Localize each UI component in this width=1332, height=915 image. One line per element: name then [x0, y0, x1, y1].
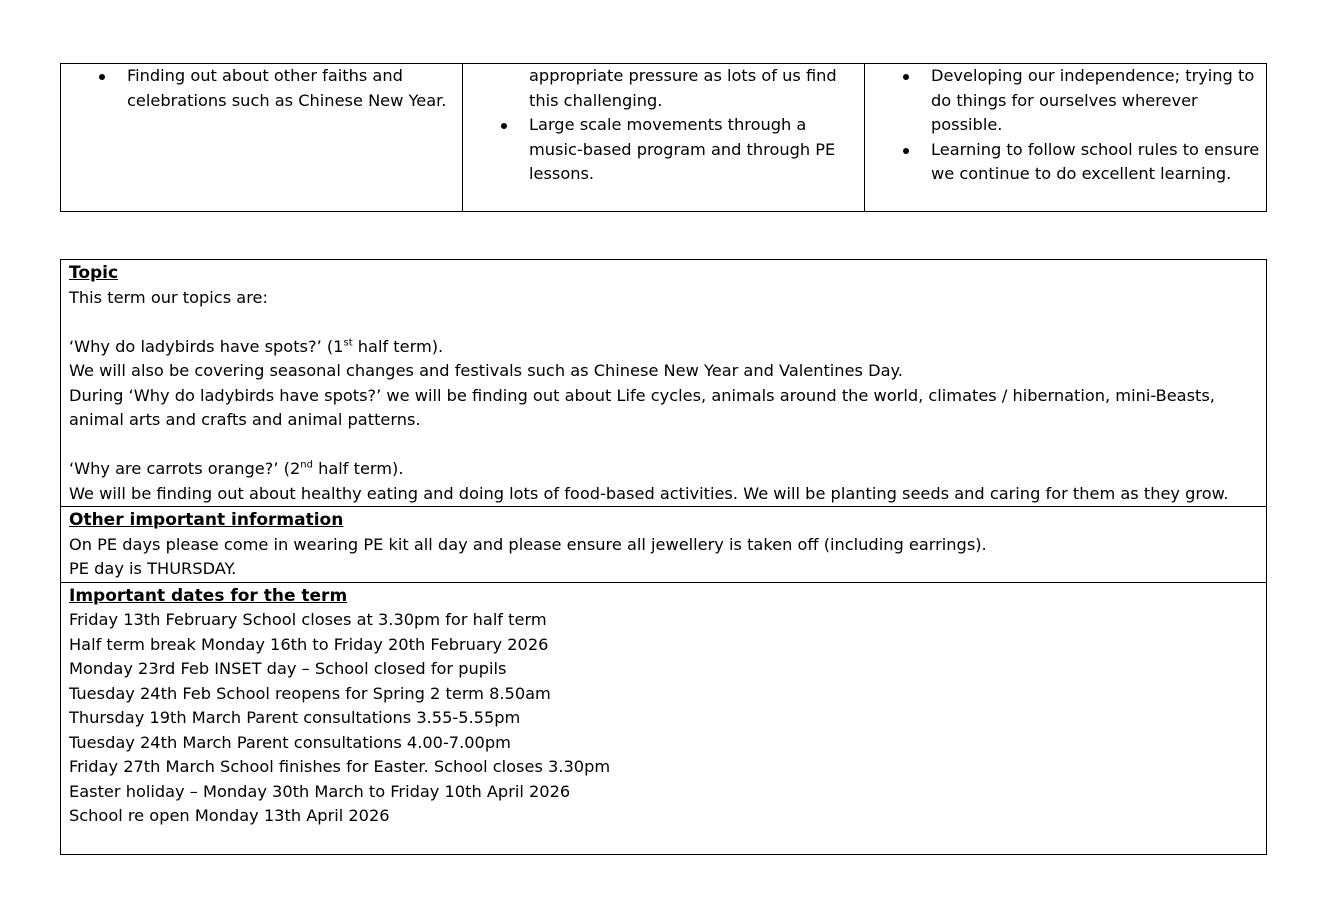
topic-cell: [61, 260, 1267, 507]
bullet-icon: [903, 148, 909, 154]
topic-1-text: We will also be covering seasonal changes and festivals such as Chinese New Year and Valentines Day.: [69, 361, 903, 380]
topic-1-sup: st: [343, 337, 353, 349]
list-item-text: Large scale movements through a music-based program and through PE lessons.: [529, 115, 836, 183]
topic-2-text: We will be finding out about healthy eating and doing lots of food-based activities. We will be planting seeds and caring for them as they grow.: [69, 483, 1229, 503]
topic-1-title-end: half term).: [352, 336, 444, 356]
date-item: Tuesday 24th Feb School reopens for Spring 2 term 8.50am: [69, 683, 551, 703]
spacer: [69, 433, 1258, 458]
topic-intro: This term our topics are:: [69, 287, 268, 307]
list-item-text: Finding out about other faiths and celebrations such as Chinese New Year.: [127, 66, 447, 110]
bullet-list: [463, 113, 864, 187]
learning-cell-2: [463, 64, 865, 212]
date-item: Easter holiday – Monday 30th March to Friday 10th April 2026: [69, 781, 571, 801]
topic-1-title: [69, 335, 1258, 360]
topic-2-title: [69, 457, 1258, 482]
other-info-text: On PE days please come in wearing PE kit all day and please ensure all jewellery is taken off (including earrings).: [69, 534, 987, 554]
learning-cell-1: [61, 64, 463, 212]
date-item: Friday 27th March School finishes for Easter. School closes 3.30pm: [69, 757, 611, 776]
other-info-text: PE day is THURSDAY.: [69, 559, 237, 578]
topic-2-title-text: ‘Why are carrots orange?’ (2: [69, 459, 301, 478]
bullet-icon: [99, 74, 105, 80]
list-item: [61, 64, 462, 113]
date-item: Monday 23rd Feb INSET day – School closed for pupils: [69, 659, 507, 678]
info-table: [60, 259, 1267, 855]
dates-heading: Important dates for the term: [69, 585, 348, 606]
topic-1-text: animal arts and crafts and animal patterns.: [69, 410, 421, 429]
bullet-icon: [903, 74, 909, 80]
learning-cell-3: [865, 64, 1267, 212]
learning-table: [60, 63, 1267, 212]
topic-section: [61, 260, 1267, 507]
topic-heading: Topic: [69, 263, 119, 283]
other-info-section: [61, 507, 1267, 583]
topic-1-text: During ‘Why do ladybirds have spots?’ we will be finding out about Life cycles, animals around the world, climates / hibernation, mini-Beasts,: [69, 385, 1215, 405]
list-item: [865, 64, 1266, 138]
learning-row: [61, 64, 1267, 212]
date-item: Friday 13th February School closes at 3.30pm for half term: [69, 610, 547, 629]
list-item: [865, 138, 1266, 187]
date-item: School re open Monday 13th April 2026: [69, 806, 390, 825]
bullet-list: [61, 64, 462, 113]
spacer: [69, 310, 1258, 335]
dates-cell: [61, 582, 1267, 855]
list-item-text: Learning to follow school rules to ensure we continue to do excellent learning.: [931, 139, 1260, 183]
topic-1-title-text: ‘Why do ladybirds have spots?’ (1: [69, 336, 344, 356]
other-info-heading: Other important information: [69, 510, 344, 530]
topic-2-title-end: half term).: [312, 459, 404, 478]
date-item: Thursday 19th March Parent consultations 3.55-5.55pm: [69, 708, 521, 727]
dates-section: [61, 582, 1267, 855]
bullet-icon: [501, 123, 507, 129]
list-item: [463, 113, 864, 187]
date-item: Tuesday 24th March Parent consultations 4.00-7.00pm: [69, 732, 511, 752]
bullet-list: [865, 64, 1266, 187]
list-item-text: Developing our independence; trying to do things for ourselves wherever possible.: [931, 66, 1255, 134]
other-info-cell: [61, 507, 1267, 583]
continued-text: appropriate pressure as lots of us find this challenging.: [529, 66, 837, 110]
topic-2-sup: nd: [300, 459, 313, 471]
date-item: Half term break Monday 16th to Friday 20th February 2026: [69, 634, 549, 654]
